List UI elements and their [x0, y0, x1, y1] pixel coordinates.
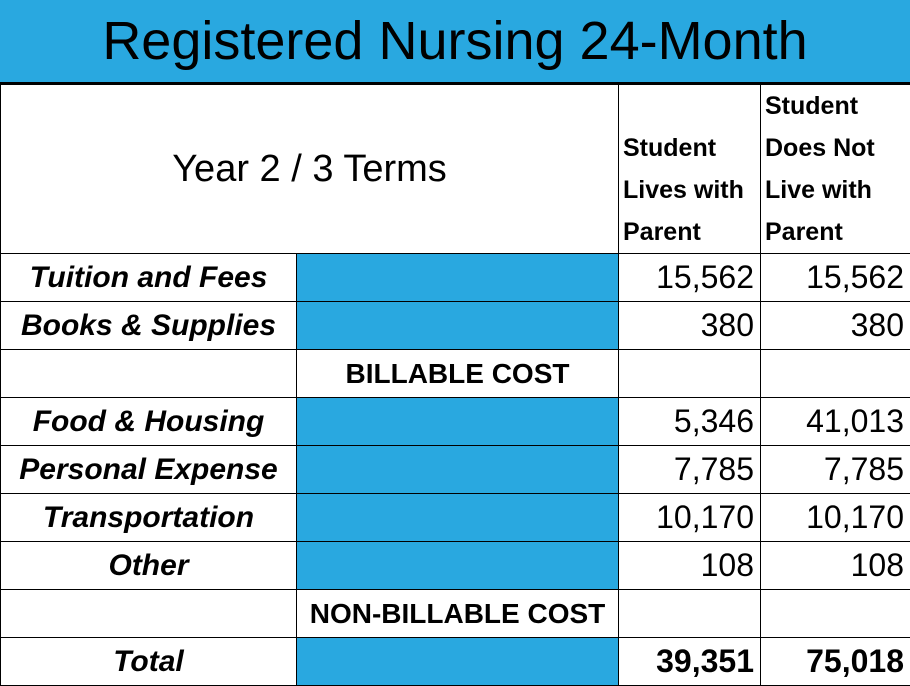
value-lives-with-parent: 10,170: [619, 494, 761, 542]
value-not-live-with-parent: 7,785: [761, 446, 910, 494]
subtotal-row: [1, 590, 910, 638]
value-not-live-with-parent: 108: [761, 542, 910, 590]
empty-cell: [761, 350, 910, 398]
empty-cell: [761, 590, 910, 638]
row-label: Total: [1, 638, 297, 686]
blue-filler: [297, 302, 619, 350]
blue-filler: [297, 398, 619, 446]
empty-cell: [619, 350, 761, 398]
blue-filler: [297, 446, 619, 494]
subtotal-row: [1, 350, 910, 398]
empty-cell: [1, 350, 297, 398]
empty-cell: [1, 590, 297, 638]
column-header-not-live-with-parent: Student Does Not Live with Parent: [761, 85, 910, 254]
value-lives-with-parent: 108: [619, 542, 761, 590]
header-row: [1, 85, 910, 254]
blue-filler: [297, 638, 619, 686]
empty-cell: [619, 590, 761, 638]
total-not-live-with-parent: 75,018: [761, 638, 910, 686]
blue-filler: [297, 542, 619, 590]
page-title: Registered Nursing 24-Month: [0, 0, 910, 84]
blue-filler: [297, 254, 619, 302]
value-lives-with-parent: 7,785: [619, 446, 761, 494]
cost-table: [0, 84, 910, 686]
row-label: Food & Housing: [1, 398, 297, 446]
subtotal-label: BILLABLE COST: [297, 350, 619, 398]
term-label: Year 2 / 3 Terms: [1, 85, 619, 254]
column-header-lives-with-parent: Student Lives with Parent: [619, 85, 761, 254]
value-lives-with-parent: 15,562: [619, 254, 761, 302]
row-label: Tuition and Fees: [1, 254, 297, 302]
table-row: [1, 302, 910, 350]
row-label: Other: [1, 542, 297, 590]
row-label: Transportation: [1, 494, 297, 542]
value-lives-with-parent: 5,346: [619, 398, 761, 446]
subtotal-label: NON-BILLABLE COST: [297, 590, 619, 638]
table-row: [1, 446, 910, 494]
table-row: [1, 254, 910, 302]
value-lives-with-parent: 380: [619, 302, 761, 350]
row-label: Books & Supplies: [1, 302, 297, 350]
table-row: [1, 398, 910, 446]
blue-filler: [297, 494, 619, 542]
total-lives-with-parent: 39,351: [619, 638, 761, 686]
table-row: [1, 494, 910, 542]
value-not-live-with-parent: 10,170: [761, 494, 910, 542]
table-row: [1, 542, 910, 590]
total-row: [1, 638, 910, 686]
value-not-live-with-parent: 380: [761, 302, 910, 350]
row-label: Personal Expense: [1, 446, 297, 494]
value-not-live-with-parent: 41,013: [761, 398, 910, 446]
value-not-live-with-parent: 15,562: [761, 254, 910, 302]
